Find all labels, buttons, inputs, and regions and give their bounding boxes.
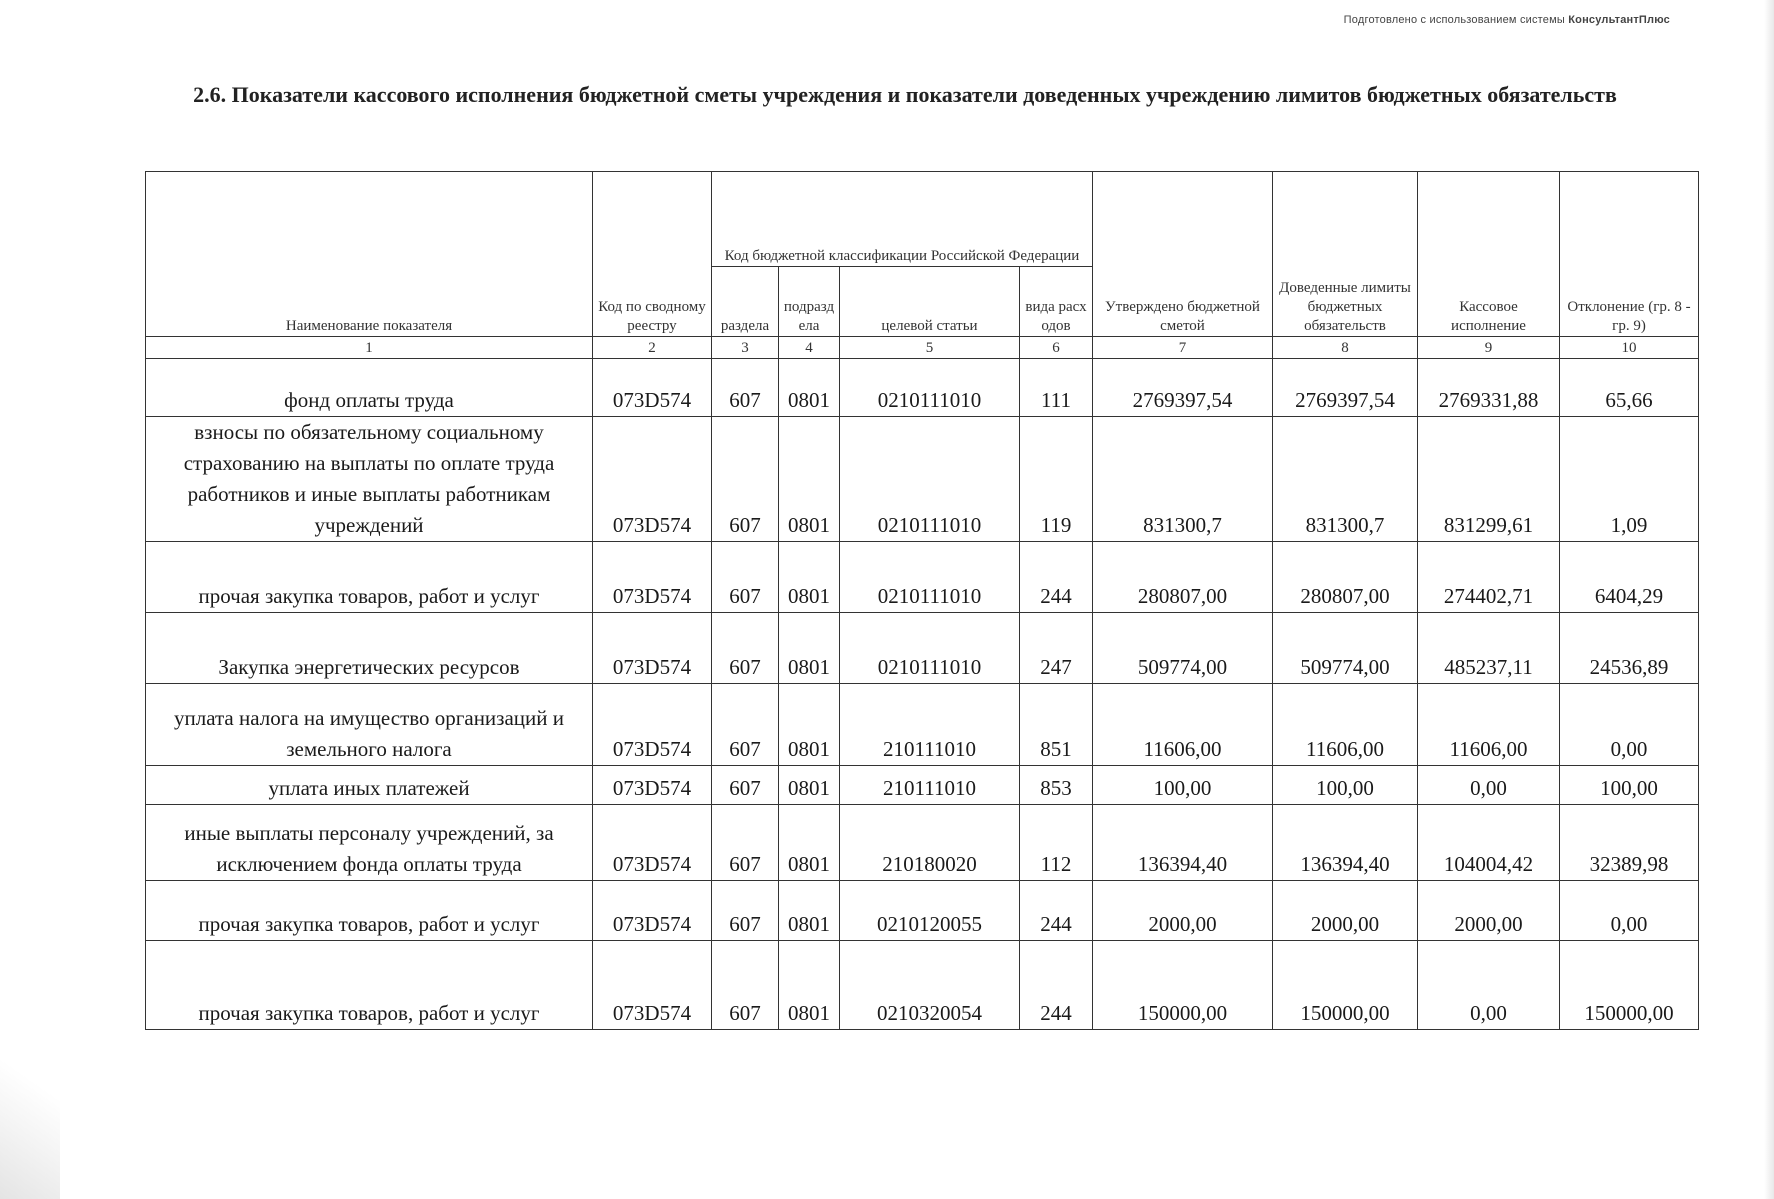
row-section: 607 (712, 542, 779, 613)
header-row-top (146, 172, 1699, 267)
row-deviation: 1,09 (1560, 417, 1699, 542)
row-expense-type: 851 (1020, 684, 1093, 766)
row-registry-code: 073D574 (593, 766, 712, 805)
row-target-article: 0210320054 (840, 941, 1020, 1030)
row-approved: 150000,00 (1093, 941, 1273, 1030)
header-expense-type: вида расходов (1020, 267, 1093, 337)
row-cash-execution: 104004,42 (1418, 805, 1560, 881)
budget-table (145, 171, 1699, 1030)
row-section: 607 (712, 941, 779, 1030)
column-number: 2 (593, 337, 712, 359)
row-section: 607 (712, 805, 779, 881)
row-limits: 280807,00 (1273, 542, 1418, 613)
header-subsection: подраздела (779, 267, 840, 337)
page-title: 2.6. Показатели кассового исполнения бюджетной сметы учреждения и показатели доведенных учреждению лимитов бюджетных обязательств (193, 82, 1617, 107)
row-subsection: 0801 (779, 805, 840, 881)
row-subsection: 0801 (779, 542, 840, 613)
row-cash-execution: 2769331,88 (1418, 359, 1560, 417)
row-name: фонд оплаты труда (146, 359, 593, 417)
row-section: 607 (712, 613, 779, 684)
row-limits: 2769397,54 (1273, 359, 1418, 417)
header-name: Наименование показателя (146, 172, 593, 337)
row-registry-code: 073D574 (593, 941, 712, 1030)
column-number: 6 (1020, 337, 1093, 359)
row-approved: 136394,40 (1093, 805, 1273, 881)
row-target-article: 0210111010 (840, 359, 1020, 417)
row-approved: 2769397,54 (1093, 359, 1273, 417)
table-row (146, 684, 1699, 766)
column-number: 9 (1418, 337, 1560, 359)
row-deviation: 6404,29 (1560, 542, 1699, 613)
table-row (146, 613, 1699, 684)
row-cash-execution: 0,00 (1418, 941, 1560, 1030)
row-expense-type: 112 (1020, 805, 1093, 881)
row-expense-type: 244 (1020, 881, 1093, 941)
row-name: взносы по обязательному социальному страхованию на выплаты по оплате труда работников и иные выплаты работникам учреждений (146, 417, 593, 542)
row-expense-type: 119 (1020, 417, 1093, 542)
header-deviation: Отклонение (гр. 8 - гр. 9) (1560, 172, 1699, 337)
table-row (146, 542, 1699, 613)
row-cash-execution: 485237,11 (1418, 613, 1560, 684)
table-row (146, 417, 1699, 542)
row-subsection: 0801 (779, 766, 840, 805)
row-name: иные выплаты персоналу учреждений, за исключением фонда оплаты труда (146, 805, 593, 881)
row-subsection: 0801 (779, 684, 840, 766)
row-limits: 136394,40 (1273, 805, 1418, 881)
row-deviation: 65,66 (1560, 359, 1699, 417)
row-deviation: 0,00 (1560, 881, 1699, 941)
row-registry-code: 073D574 (593, 359, 712, 417)
row-name: прочая закупка товаров, работ и услуг (146, 542, 593, 613)
row-limits: 831300,7 (1273, 417, 1418, 542)
row-subsection: 0801 (779, 941, 840, 1030)
page-edge-shadow (1764, 0, 1774, 1199)
row-section: 607 (712, 359, 779, 417)
row-limits: 2000,00 (1273, 881, 1418, 941)
row-registry-code: 073D574 (593, 684, 712, 766)
row-target-article: 210111010 (840, 766, 1020, 805)
row-target-article: 210180020 (840, 805, 1020, 881)
row-limits: 100,00 (1273, 766, 1418, 805)
header-note-brand: КонсультантПлюс (1568, 14, 1670, 26)
row-section: 607 (712, 684, 779, 766)
table-row (146, 881, 1699, 941)
row-target-article: 0210120055 (840, 881, 1020, 941)
table-row (146, 359, 1699, 417)
row-cash-execution: 0,00 (1418, 766, 1560, 805)
column-number-row (146, 337, 1699, 359)
row-expense-type: 111 (1020, 359, 1093, 417)
row-expense-type: 853 (1020, 766, 1093, 805)
header-cash-execution: Кассовое исполнение (1418, 172, 1560, 337)
column-number: 3 (712, 337, 779, 359)
row-registry-code: 073D574 (593, 805, 712, 881)
row-cash-execution: 2000,00 (1418, 881, 1560, 941)
page-corner-shadow (0, 1039, 60, 1199)
row-target-article: 0210111010 (840, 613, 1020, 684)
row-deviation: 150000,00 (1560, 941, 1699, 1030)
row-section: 607 (712, 766, 779, 805)
row-deviation: 0,00 (1560, 684, 1699, 766)
row-section: 607 (712, 881, 779, 941)
header-note (1344, 14, 1670, 26)
row-approved: 11606,00 (1093, 684, 1273, 766)
row-limits: 509774,00 (1273, 613, 1418, 684)
header-limits: Доведенные лимиты бюджетных обязательств (1273, 172, 1418, 337)
row-section: 607 (712, 417, 779, 542)
row-approved: 831300,7 (1093, 417, 1273, 542)
row-subsection: 0801 (779, 613, 840, 684)
row-cash-execution: 11606,00 (1418, 684, 1560, 766)
header-section: раздела (712, 267, 779, 337)
row-approved: 509774,00 (1093, 613, 1273, 684)
row-deviation: 32389,98 (1560, 805, 1699, 881)
row-deviation: 24536,89 (1560, 613, 1699, 684)
row-limits: 11606,00 (1273, 684, 1418, 766)
column-number: 4 (779, 337, 840, 359)
column-number: 1 (146, 337, 593, 359)
row-expense-type: 244 (1020, 941, 1093, 1030)
column-number: 5 (840, 337, 1020, 359)
row-subsection: 0801 (779, 417, 840, 542)
header-registry-code: Код по сводному реестру (593, 172, 712, 337)
row-name: Закупка энергетических ресурсов (146, 613, 593, 684)
row-registry-code: 073D574 (593, 542, 712, 613)
row-name: прочая закупка товаров, работ и услуг (146, 941, 593, 1030)
row-expense-type: 247 (1020, 613, 1093, 684)
row-target-article: 210111010 (840, 684, 1020, 766)
row-name: уплата иных платежей (146, 766, 593, 805)
row-deviation: 100,00 (1560, 766, 1699, 805)
row-approved: 2000,00 (1093, 881, 1273, 941)
table-row (146, 766, 1699, 805)
row-registry-code: 073D574 (593, 881, 712, 941)
row-name: прочая закупка товаров, работ и услуг (146, 881, 593, 941)
row-approved: 100,00 (1093, 766, 1273, 805)
column-number: 7 (1093, 337, 1273, 359)
row-target-article: 0210111010 (840, 542, 1020, 613)
row-approved: 280807,00 (1093, 542, 1273, 613)
column-number: 10 (1560, 337, 1699, 359)
row-name: уплата налога на имущество организаций и земельного налога (146, 684, 593, 766)
row-registry-code: 073D574 (593, 613, 712, 684)
row-limits: 150000,00 (1273, 941, 1418, 1030)
row-cash-execution: 274402,71 (1418, 542, 1560, 613)
column-number: 8 (1273, 337, 1418, 359)
row-subsection: 0801 (779, 881, 840, 941)
header-note-prefix: Подготовлено с использованием системы (1343, 14, 1569, 26)
row-subsection: 0801 (779, 359, 840, 417)
table-row (146, 805, 1699, 881)
header-approved: Утверждено бюджетной сметой (1093, 172, 1273, 337)
row-target-article: 0210111010 (840, 417, 1020, 542)
header-bk-group: Код бюджетной классификации Российской Федерации (712, 172, 1093, 267)
table-row (146, 941, 1699, 1030)
row-expense-type: 244 (1020, 542, 1093, 613)
header-target-article: целевой статьи (840, 267, 1020, 337)
row-cash-execution: 831299,61 (1418, 417, 1560, 542)
row-registry-code: 073D574 (593, 417, 712, 542)
